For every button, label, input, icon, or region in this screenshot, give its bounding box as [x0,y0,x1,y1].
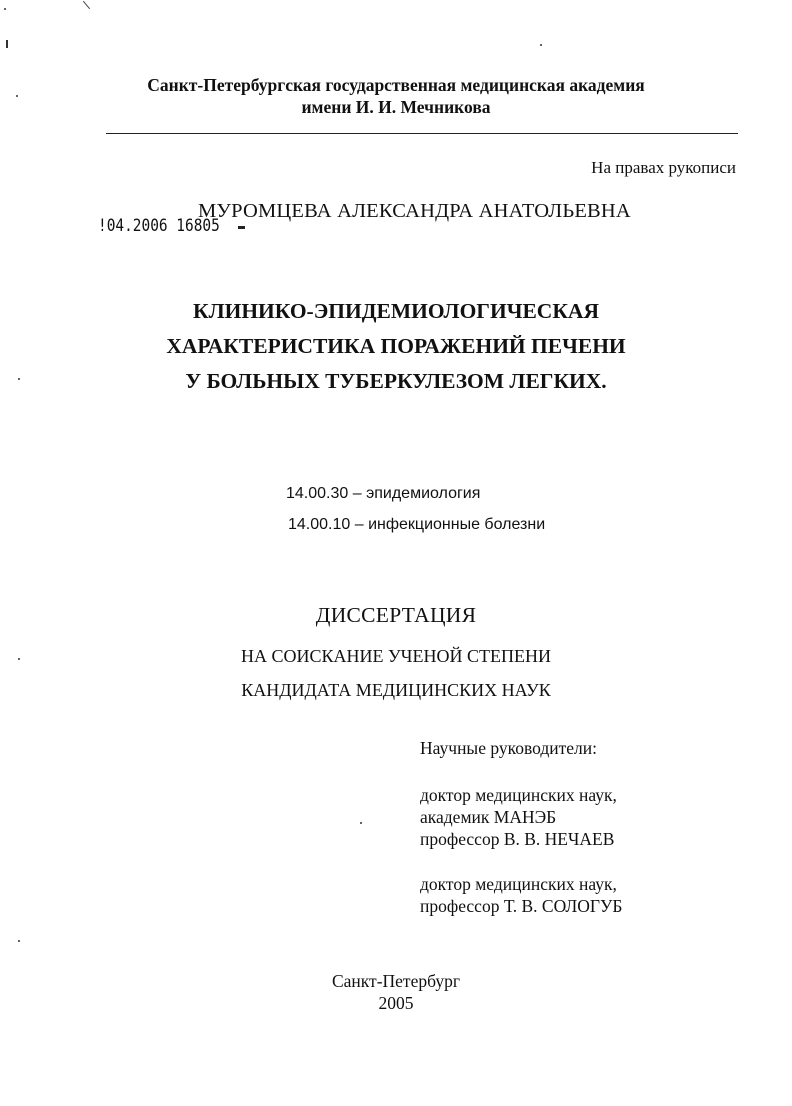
title-line2: ХАРАКТЕРИСТИКА ПОРАЖЕНИЙ ПЕЧЕНИ [166,334,626,358]
title-line3: У БОЛЬНЫХ ТУБЕРКУЛЕЗОМ ЛЕГКИХ. [185,369,607,393]
advisors-block [420,737,622,917]
degree-line1: НА СОИСКАНИЕ УЧЕНОЙ СТЕПЕНИ [241,646,551,666]
dissertation-title [0,294,792,399]
place: Санкт-Петербург [331,971,461,991]
scan-speck [18,940,20,942]
advisor1-degree: доктор медицинских наук, [420,785,617,805]
advisor1-academy: академик МАНЭБ [420,807,557,827]
advisors-heading: Научные руководители: [420,738,597,758]
scan-mark [6,40,8,48]
year: 2005 [378,993,414,1013]
degree-line2: КАНДИДАТА МЕДИЦИНСКИХ НАУК [241,680,551,700]
advisor2-degree: доктор медицинских наук, [420,874,617,894]
scan-mark [83,1,90,9]
header-divider [106,133,738,134]
degree-description [0,639,792,707]
specialty-code: 14.00.30 – эпидемиология [286,485,481,502]
place-and-year [0,970,792,1014]
title-line1: КЛИНИКО-ЭПИДЕМИОЛОГИЧЕСКАЯ [193,299,599,323]
specialty-codes [286,478,545,540]
institution-name [0,74,792,118]
dissertation-heading: ДИССЕРТАЦИЯ [315,603,477,627]
scan-speck [360,822,362,824]
scan-speck [540,44,542,46]
advisor1-name: профессор В. В. НЕЧАЕВ [420,829,615,849]
advisor2-name: профессор Т. В. СОЛОГУБ [420,896,623,916]
institution-line1: Санкт-Петербургская государственная медицинская академия [147,75,645,95]
rights-note: На правах рукописи [591,158,736,177]
institution-line2: имени И. И. Мечникова [301,97,491,117]
specialty-code: 14.00.10 – инфекционные болезни [288,516,546,533]
stamp-mark [238,226,245,229]
scan-speck [4,8,6,10]
library-stamp: !04.2006 16805 [98,216,220,236]
author-name: МУРОМЦЕВА АЛЕКСАНДРА АНАТОЛЬЕВНА [198,200,631,222]
